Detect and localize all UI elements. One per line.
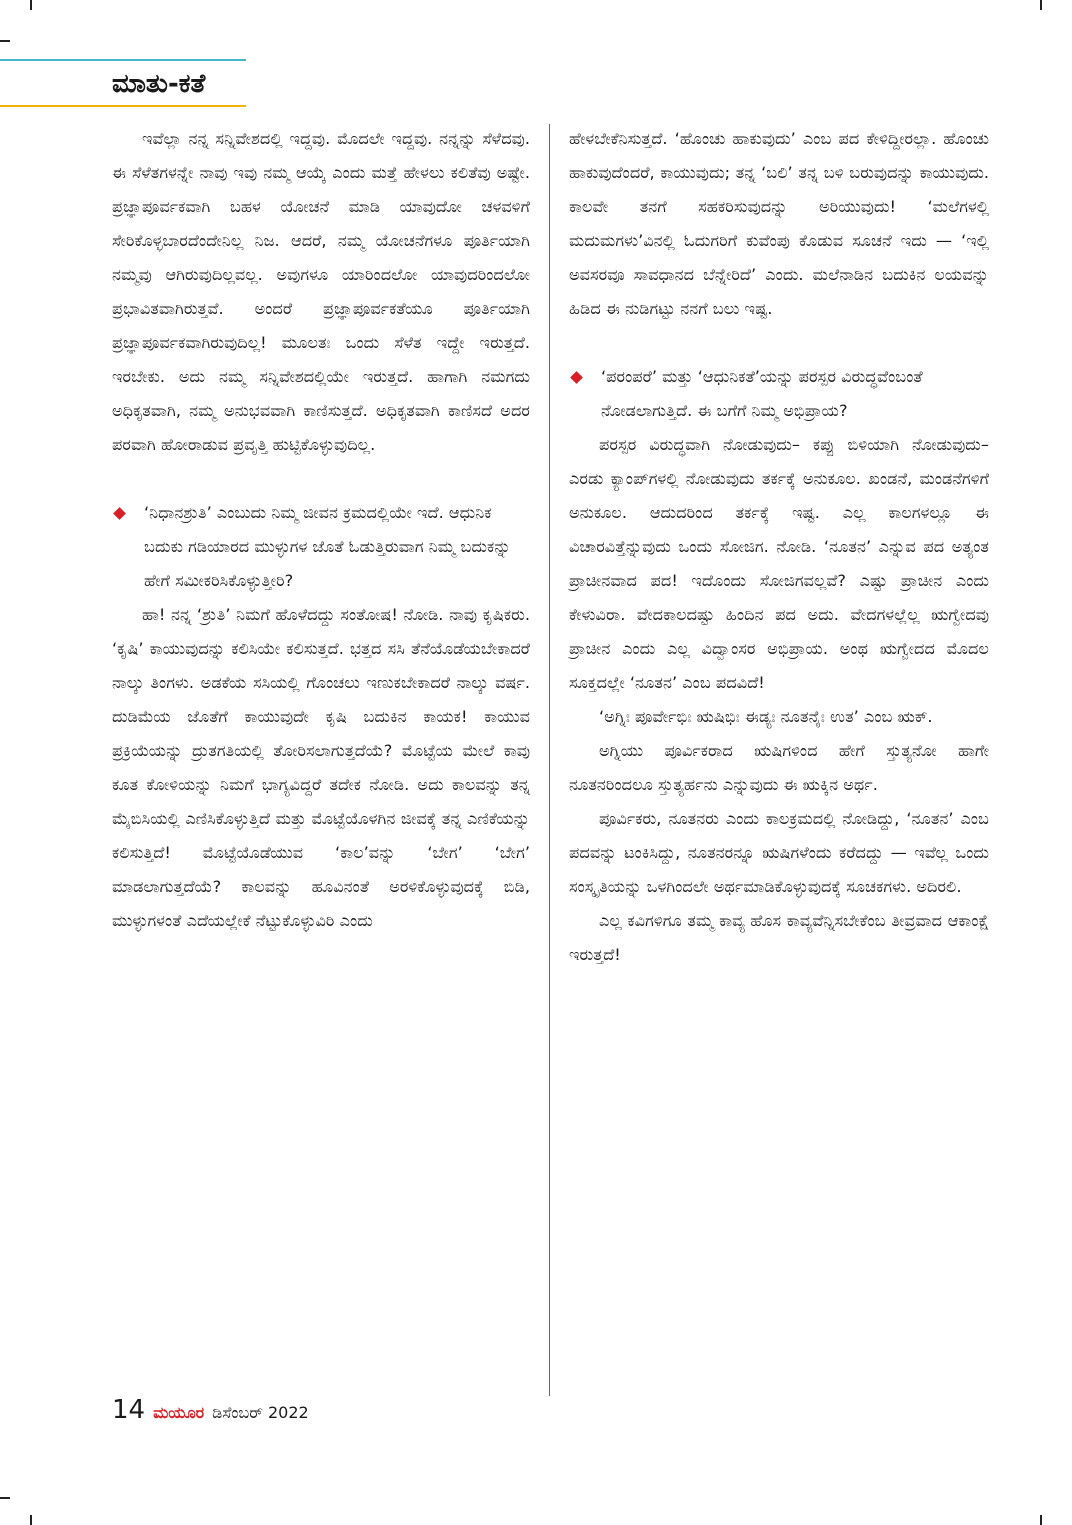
paragraph-gap: [569, 326, 989, 360]
crop-mark: [30, 0, 32, 10]
crop-mark: [1040, 1515, 1042, 1525]
page-folio: [112, 1395, 309, 1429]
body-paragraph: ಪೂರ್ವಿಕರು, ನೂತನರು ಎಂದು ಕಾಲಕ್ರಮದಲ್ಲಿ ನೋಡಿದ್ದು, ‘ನೂತನ’ ಎಂಬ ಪದವನ್ನು ಟಂಕಿಸಿದ್ದು, ನೂತನರನ್ನೂ ಋಷಿಗಳೆಂದು ಕರೆದದ್ದು — ಇವೆಲ್ಲ ಒಂದು ಸಂಸ್ಕೃತಿಯನ್ನು ಒಳಗಿಂದಲೇ ಅರ್ಥಮಾಡಿಕೊಳ್ಳುವುದಕ್ಕೆ ಸೂಚಕಗಳು. ಅದಿರಲಿ.: [569, 809, 989, 896]
column-divider: [549, 124, 550, 1396]
left-column: [112, 122, 530, 938]
magazine-logo: ಮಯೂರ: [153, 1403, 205, 1422]
diamond-bullet-icon: [570, 371, 583, 384]
body-paragraph: ಇವೆಲ್ಲಾ ನನ್ನ ಸನ್ನಿವೇಶದಲ್ಲಿ ಇದ್ದವು. ಮೊದಲೇ ಇದ್ದವು. ನನ್ನನ್ನು ಸೆಳೆದವು. ಈ ಸೆಳೆತಗಳನ್ನೇ ನಾವು ಇವು ನಮ್ಮ ಆಯ್ಕೆ ಎಂದು ಮತ್ತೆ ಹೇಳಲು ಕಲಿತೆವು ಅಷ್ಟೇ. ಪ್ರಜ್ಞಾಪೂರ್ವಕವಾಗಿ ಬಹಳ ಯೋಚನೆ ಮಾಡಿ ಯಾವುದೋ ಚಳವಳಿಗೆ ಸೇರಿಕೊಳ್ಳಬಾರದೆಂದೇನಿಲ್ಲ ನಿಜ. ಆದರೆ, ನಮ್ಮ ಯೋಚನೆಗಳೂ ಪೂರ್ತಿಯಾಗಿ ನಮ್ಮವು ಆಗಿರುವುದಿಲ್ಲವಲ್ಲ. ಅವುಗಳೂ ಯಾರಿಂದಲೋ ಯಾವುದರಿಂದಲೋ ಪ್ರಭಾವಿತವಾಗಿರುತ್ತವೆ. ಅಂದರೆ ಪ್ರಜ್ಞಾಪೂರ್ವಕತೆಯೂ ಪೂರ್ತಿಯಾಗಿ ಪ್ರಜ್ಞಾಪೂರ್ವಕವಾಗಿರುವುದಿಲ್ಲ! ಮೂಲತಃ ಒಂದು ಸೆಳೆತ ಇದ್ದೇ ಇರುತ್ತದೆ. ಇರಬೇಕು. ಅದು ನಮ್ಮ ಸನ್ನಿವೇಶದಲ್ಲಿಯೇ ಇರುತ್ತದೆ. ಹಾಗಾಗಿ ನಮಗದು ಅಧಿಕೃತವಾಗಿ, ನಮ್ಮ ಅನುಭವವಾಗಿ ಕಾಣಿಸುತ್ತದೆ. ಅಧಿಕೃತವಾಗಿ ಕಾಣಿಸದೆ ಅದರ ಪರವಾಗಿ ಹೋರಾಡುವ ಪ್ರವೃತ್ತಿ ಹುಟ್ಟಿಕೊಳ್ಳುವುದಿಲ್ಲ.: [112, 129, 530, 454]
body-paragraph: ಪರಸ್ಪರ ವಿರುದ್ಧವಾಗಿ ನೋಡುವುದು– ಕಪ್ಪು ಬಿಳಿಯಾಗಿ ನೋಡುವುದು– ಎರಡು ಕ್ಯಾಂಪ್‌ಗಳಲ್ಲಿ ನೋಡುವುದು ತರ್ಕಕ್ಕೆ ಅನುಕೂಲ. ಖಂಡನೆ, ಮಂಡನೆಗಳಿಗೆ ಅನುಕೂಲ. ಆದುದರಿಂದ ತರ್ಕಕ್ಕೆ ಇಷ್ಟ. ಎಲ್ಲ ಕಾಲಗಳಲ್ಲೂ ಈ ವಿಚಾರವಿತ್ತೆನ್ನುವುದು ಒಂದು ಸೋಜಿಗ. ನೋಡಿ. ‘ನೂತನ’ ಎನ್ನುವ ಪದ ಅತ್ಯಂತ ಪ್ರಾಚೀನವಾದ ಪದ! ಇದೊಂದು ಸೋಜಿಗವಲ್ಲವೆ? ಎಷ್ಟು ಪ್ರಾಚೀನ ಎಂದು ಕೇಳುವಿರಾ. ವೇದಕಾಲದಷ್ಟು ಹಿಂದಿನ ಪದ ಅದು. ವೇದಗಳಲ್ಲೆಲ್ಲ ಋಗ್ವೇದವು ಪ್ರಾಚೀನ ಎಂದು ಎಲ್ಲ ವಿದ್ವಾಂಸರ ಅಭಿಪ್ರಾಯ. ಅಂಥ ಋಗ್ವೇದದ ಮೊದಲ ಸೂಕ್ತದಲ್ಲೇ ‘ನೂತನ’ ಎಂಬ ಪದವಿದೆ!: [569, 435, 989, 692]
section-title: ಮಾತು-ಕತೆ: [112, 69, 206, 99]
crop-mark: [1040, 0, 1042, 10]
right-column: [569, 122, 989, 972]
body-paragraph: ಎಲ್ಲ ಕವಿಗಳಿಗೂ ತಮ್ಮ ಕಾವ್ಯ ಹೊಸ ಕಾವ್ಯವೆನ್ನಿಸಬೇಕೆಂಬ ತೀವ್ರವಾದ ಆಕಾಂಕ್ಷೆ ಇರುತ್ತದೆ!: [569, 911, 989, 964]
interview-question: [569, 360, 989, 428]
issue-date: ಡಿಸೆಂಬರ್ 2022: [212, 1403, 309, 1422]
question-text: ‘ಪರಂಪರೆ’ ಮತ್ತು ‘ಆಧುನಿಕತೆ’ಯನ್ನು ಪರಸ್ಪರ ವಿರುದ್ಧವೆಂಬಂತೆ ನೋಡಲಾಗುತ್ತಿದೆ. ಈ ಬಗೆಗೆ ನಿಮ್ಮ ಅಭಿಪ್ರಾಯ?: [601, 367, 923, 420]
crop-mark: [30, 1515, 32, 1525]
question-text: ‘ನಿಧಾನಶ್ರುತಿ’ ಎಂಬುದು ನಿಮ್ಮ ಜೀವನ ಕ್ರಮದಲ್ಲಿಯೇ ಇದೆ. ಆಧುನಿಕ ಬದುಕು ಗಡಿಯಾರದ ಮುಳ್ಳುಗಳ ಜೊತೆ ಓಡುತ್ತಿರುವಾಗ ನಿಮ್ಮ ಬದುಕನ್ನು ಹೇಗೆ ಸಮೀಕರಿಸಿಕೊಳ್ಳುತ್ತೀರಿ?: [144, 503, 511, 590]
interview-question: [112, 496, 530, 598]
section-bottom-rule: [0, 105, 246, 107]
body-paragraph: ಅಗ್ನಿಯು ಪೂರ್ವಿಕರಾದ ಋಷಿಗಳಿಂದ ಹೇಗೆ ಸ್ತುತ್ಯನೋ ಹಾಗೇ ನೂತನರಿಂದಲೂ ಸ್ತುತ್ಯರ್ಹನು ಎನ್ನುವುದು ಈ ಋಕ್ಕಿನ ಅರ್ಥ.: [569, 741, 989, 794]
body-paragraph: ಹಾ! ನನ್ನ ‘ಶ್ರುತಿ’ ನಿಮಗೆ ಹೊಳೆದದ್ದು ಸಂತೋಷ! ನೋಡಿ. ನಾವು ಕೃಷಿಕರು. ‘ಕೃಷಿ’ ಕಾಯುವುದನ್ನು ಕಲಿಸಿಯೇ ಕಲಿಸುತ್ತದೆ. ಭತ್ತದ ಸಸಿ ತೆನೆಯೊಡೆಯಬೇಕಾದರೆ ನಾಲ್ಕು ತಿಂಗಳು. ಅಡಕೆಯ ಸಸಿಯಲ್ಲಿ ಗೊಂಚಲು ಇಣುಕಬೇಕಾದರೆ ನಾಲ್ಕು ವರ್ಷ. ದುಡಿಮೆಯ ಜೊತೆಗೆ ಕಾಯುವುದೇ ಕೃಷಿ ಬದುಕಿನ ಕಾಯಕ! ಕಾಯುವ ಪ್ರಕ್ರಿಯೆಯನ್ನು ದ್ರುತಗತಿಯಲ್ಲಿ ತೋರಿಸಲಾಗುತ್ತದೆಯೆ? ಮೊಟ್ಟೆಯ ಮೇಲೆ ಕಾವು ಕೂತ ಕೋಳಿಯನ್ನು ನಿಮಗೆ ಭಾಗ್ಯವಿದ್ದರೆ ತದೇಕ ನೋಡಿ. ಅದು ಕಾಲವನ್ನು ತನ್ನ ಮೈಬಿಸಿಯಲ್ಲಿ ಎಣಿಸಿಕೊಳ್ಳುತ್ತಿದೆ ಮತ್ತು ಮೊಟ್ಟೆಯೊಳಗಿನ ಜೀವಕ್ಕೆ ತನ್ನ ಎಣಿಕೆಯನ್ನು ಕಲಿಸುತ್ತಿದೆ! ಮೊಟ್ಟೆಯೊಡೆಯುವ ‘ಕಾಲ’ವನ್ನು ‘ಬೇಗ’ ‘ಬೇಗ’ ಮಾಡಲಾಗುತ್ತದೆಯೆ? ಕಾಲವನ್ನು ಹೂವಿನಂತೆ ಅರಳಿಕೊಳ್ಳುವುದಕ್ಕೆ ಬಿಡಿ, ಮುಳ್ಳುಗಳಂತೆ ಎದೆಯಲ್ಲೇಕೆ ನೆಟ್ಟುಕೊಳ್ಳುವಿರಿ ಎಂದು: [112, 605, 530, 930]
body-paragraph: ‘ಅಗ್ನಿಃ ಪೂರ್ವೇಭಿಃ ಋಷಿಭಿಃ ಈಡ್ಯಃ ನೂತನೈಃ ಉತ’ ಎಂಬ ಋಕ್.: [599, 707, 933, 726]
diamond-bullet-icon: [113, 507, 126, 520]
body-paragraph: ಹೇಳಬೇಕೆನಿಸುತ್ತದೆ. ‘ಹೊಂಚು ಹಾಕುವುದು’ ಎಂಬ ಪದ ಕೇಳಿದ್ದೀರಲ್ಲಾ. ಹೊಂಚು ಹಾಕುವುದೆಂದರೆ, ಕಾಯುವುದು; ತನ್ನ ‘ಬಲಿ’ ತನ್ನ ಬಳಿ ಬರುವುದನ್ನು ಕಾಯುವುದು. ಕಾಲವೇ ತನಗೆ ಸಹಕರಿಸುವುದನ್ನು ಅರಿಯುವುದು! ‘ಮಲೆಗಳಲ್ಲಿ ಮದುಮಗಳು’ವಿನಲ್ಲಿ ಓದುಗರಿಗೆ ಕುವೆಂಪು ಕೊಡುವ ಸೂಚನೆ ಇದು — ‘ಇಲ್ಲಿ ಅವಸರವೂ ಸಾವಧಾನದ ಬೆನ್ನೇರಿದೆ’ ಎಂದು. ಮಲೆನಾಡಿನ ಬದುಕಿನ ಲಯವನ್ನು ಹಿಡಿದ ಈ ನುಡಿಗಟ್ಟು ನನಗೆ ಬಲು ಇಷ್ಟ.: [569, 129, 989, 318]
section-top-rule: [0, 59, 246, 61]
crop-mark: [0, 1497, 10, 1499]
paragraph-gap: [112, 462, 530, 496]
crop-mark: [0, 40, 10, 42]
page-number: 14: [112, 1395, 146, 1425]
